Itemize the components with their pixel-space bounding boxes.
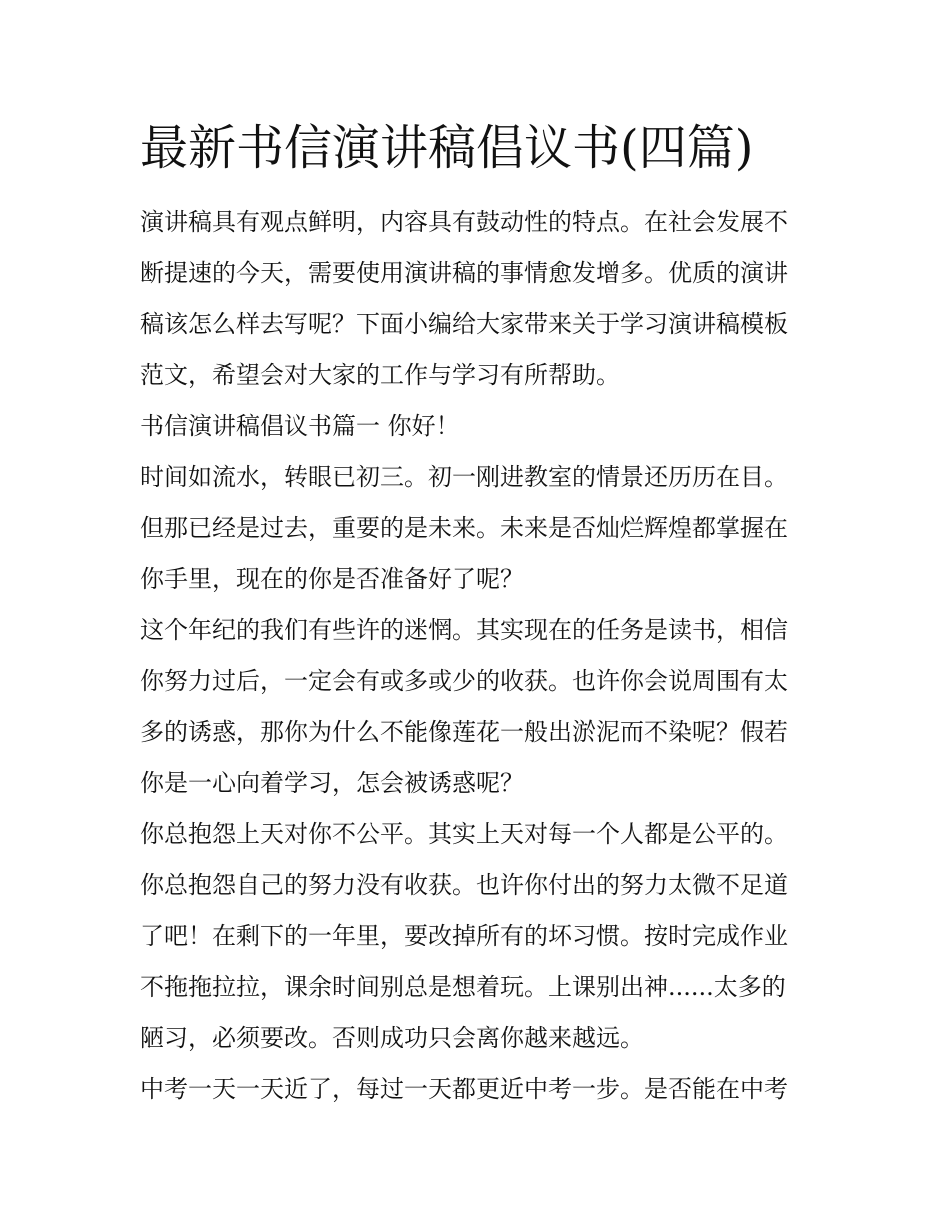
body-line: 不拖拖拉拉，课余时间别总是想着玩。上课别出神......太多的 [140,973,786,1001]
body-line: 了吧！在剩下的一年里，要改掉所有的坏习惯。按时完成作业 [140,922,788,950]
body-line: 你总抱怨自己的努力没有收获。也许你付出的努力太微不足道 [140,871,788,899]
body-line: 陋习，必须要改。否则成功只会离你越来越远。 [140,1024,644,1052]
body-line: 稿该怎么样去写呢？下面小编给大家带来关于学习演讲稿模板 [140,310,788,338]
body-line: 范文，希望会对大家的工作与学习有所帮助。 [140,361,620,389]
body-line: 演讲稿具有观点鲜明，内容具有鼓动性的特点。在社会发展不 [140,208,788,236]
body-line: 多的诱惑，那你为什么不能像莲花一般出淤泥而不染呢？假若 [140,718,788,746]
body-line: 你手里，现在的你是否准备好了呢？ [140,565,524,593]
body-line: 但那已经是过去，重要的是未来。未来是否灿烂辉煌都掌握在 [140,514,788,542]
document-title: 最新书信演讲稿倡议书(四篇) [140,120,754,176]
body-line: 时间如流水，转眼已初三。初一刚进教室的情景还历历在目。 [140,463,788,491]
body-line: 断提速的今天，需要使用演讲稿的事情愈发增多。优质的演讲 [140,259,788,287]
body-line: 你总抱怨上天对你不公平。其实上天对每一个人都是公平的。 [140,820,788,848]
body-line: 这个年纪的我们有些许的迷惘。其实现在的任务是读书，相信 [140,616,788,644]
section-heading: 书信演讲稿倡议书篇一 你好！ [140,412,460,440]
body-line: 中考一天一天近了，每过一天都更近中考一步。是否能在中考 [140,1075,788,1103]
body-line: 你努力过后，一定会有或多或少的收获。也许你会说周围有太 [140,667,788,695]
body-line: 你是一心向着学习，怎会被诱惑呢？ [140,769,524,797]
